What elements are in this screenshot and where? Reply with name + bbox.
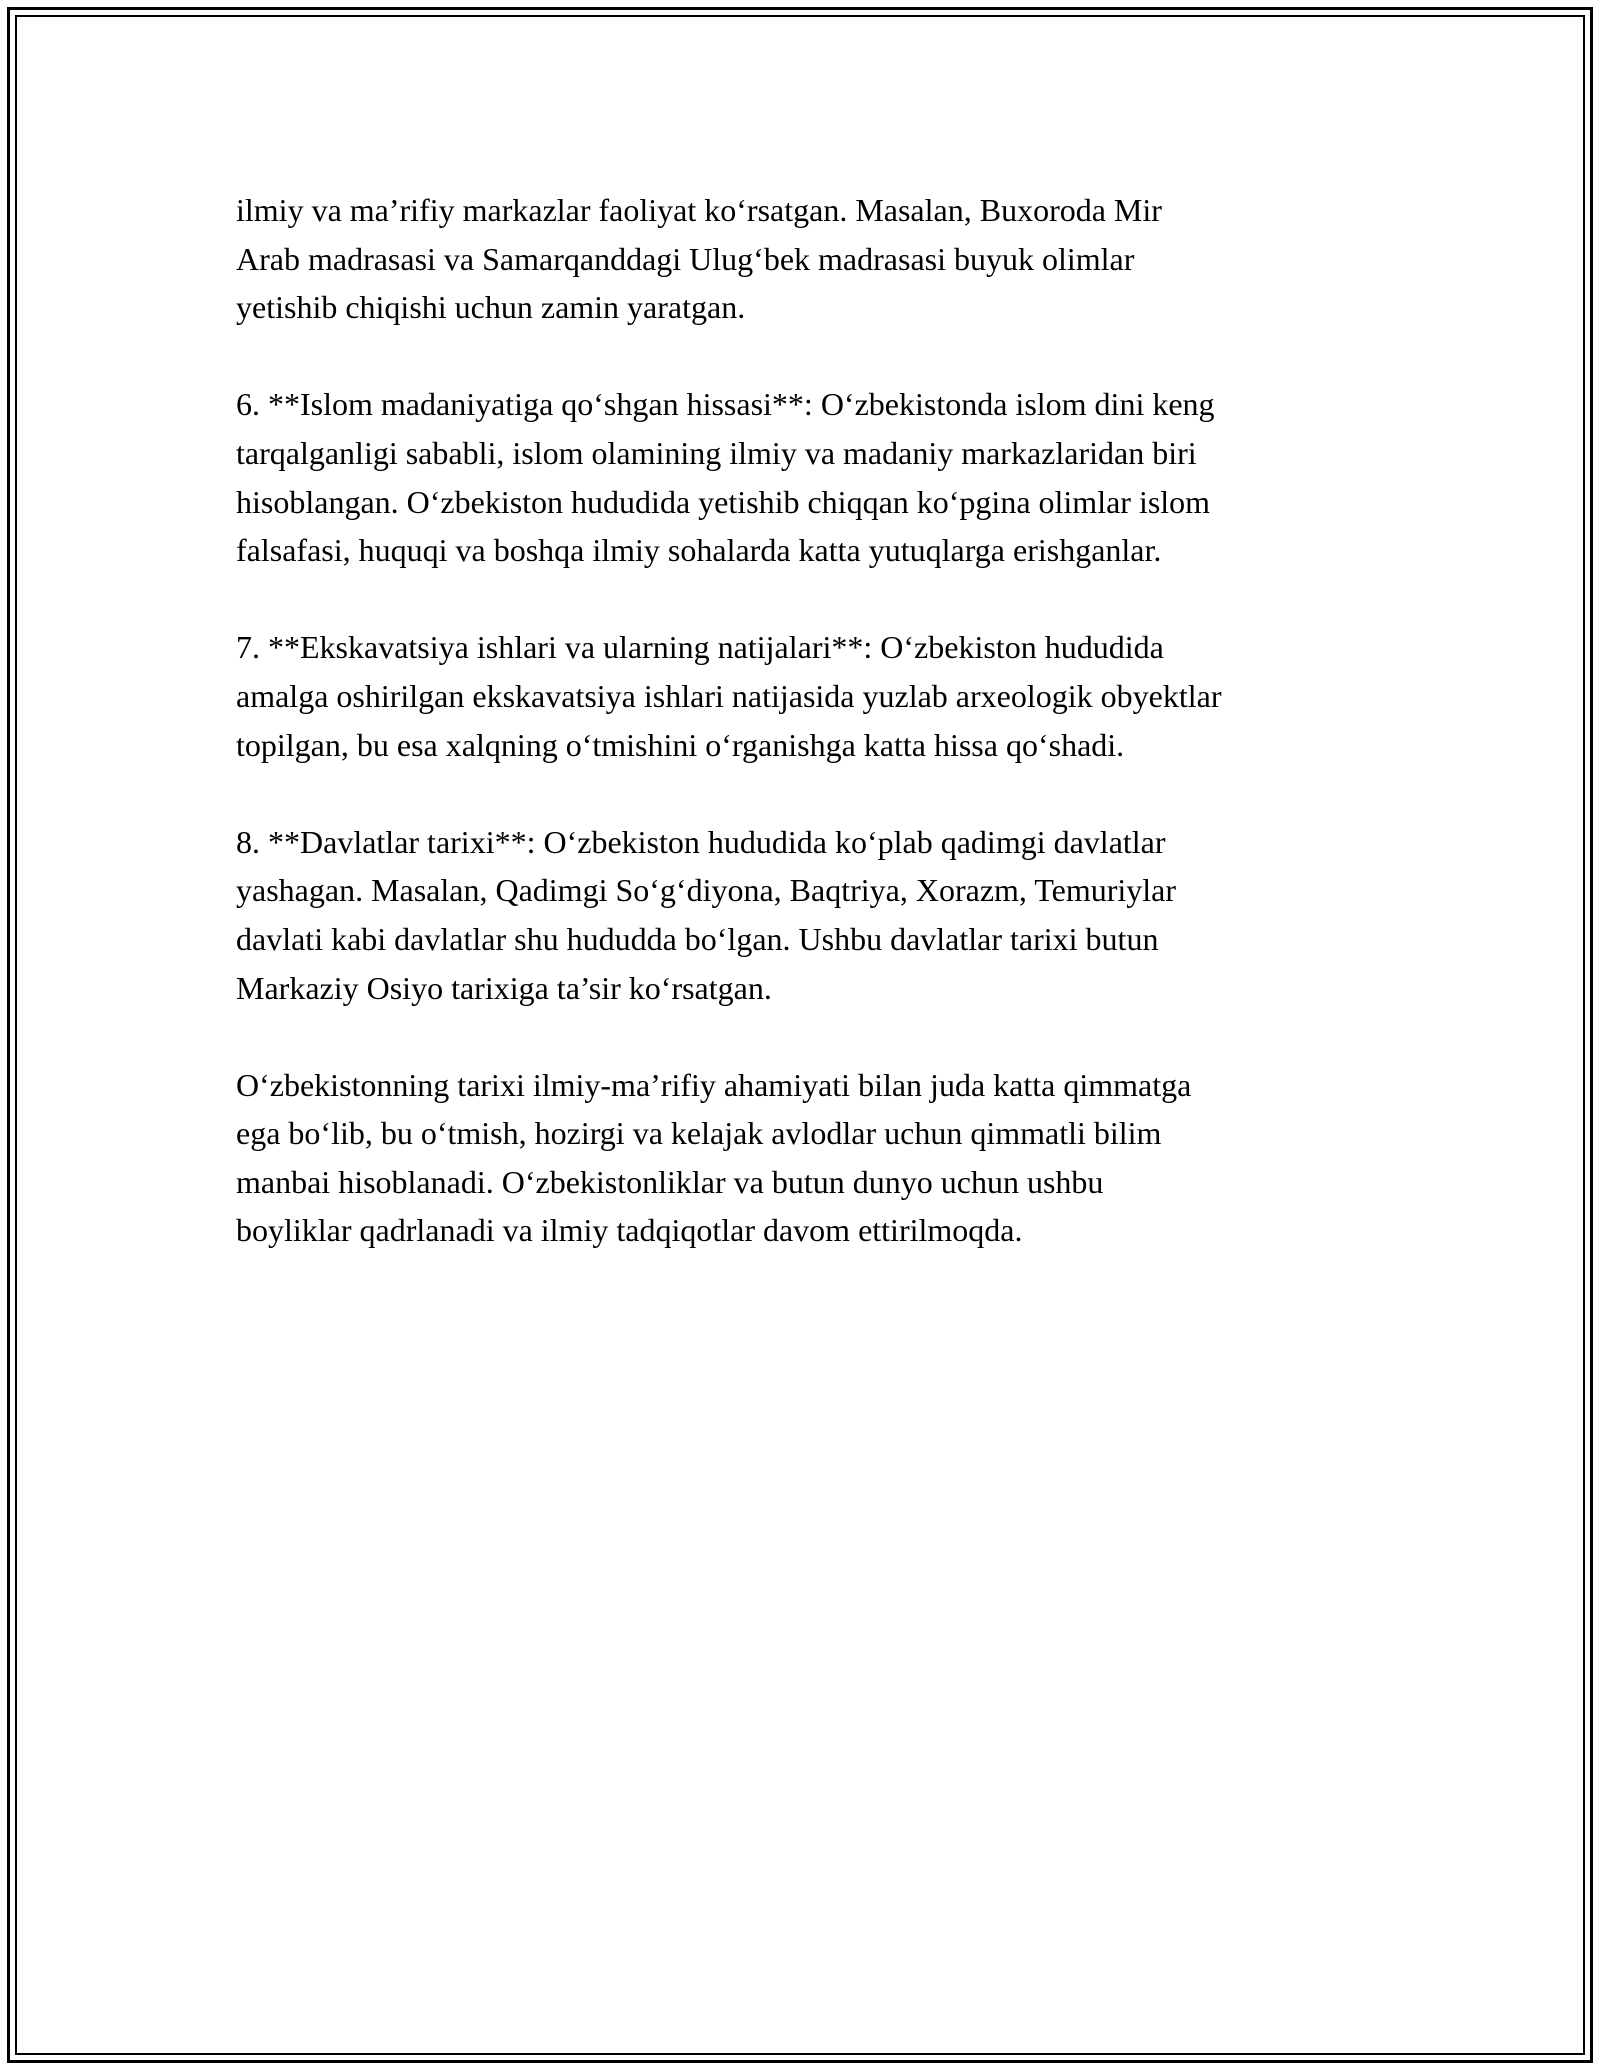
- text-line: falsafasi, huquqi va boshqa ilmiy sohalarda katta yutuqlarga erishganlar.: [236, 532, 1162, 569]
- text-line: manbai hisoblanadi. O‘zbekistonliklar va butun dunyo uchun ushbu: [236, 1163, 1104, 1200]
- text-line: 8. **Davlatlar tarixi**: O‘zbekiston hududida ko‘plab qadimgi davlatlar: [236, 823, 1166, 860]
- paragraph-conclusion: [236, 1061, 1396, 1255]
- text-line: O‘zbekistonning tarixi ilmiy-ma’rifiy ahamiyati bilan juda katta qimmatga: [236, 1066, 1192, 1103]
- text-line: davlati kabi davlatlar shu hududda bo‘lgan. Ushbu davlatlar tarixi butun: [236, 920, 1159, 957]
- text-line: amalga oshirilgan ekskavatsiya ishlari natijasida yuzlab arxeologik obyektlar: [236, 677, 1222, 714]
- document-body: [236, 186, 1396, 1304]
- text-line: 7. **Ekskavatsiya ishlari va ularning natijalari**: O‘zbekiston hududida: [236, 629, 1164, 666]
- text-line: Markaziy Osiyo tarixiga ta’sir ko‘rsatgan.: [236, 969, 772, 1006]
- text-line: ilmiy va ma’rifiy markazlar faoliyat ko‘rsatgan. Masalan, Buxoroda Mir: [236, 192, 1162, 228]
- text-line: boyliklar qadrlanadi va ilmiy tadqiqotlar davom ettirilmoqda.: [236, 1212, 1023, 1249]
- text-line: ega bo‘lib, bu o‘tmish, hozirgi va kelajak avlodlar uchun qimmatli bilim: [236, 1115, 1162, 1152]
- text-line: topilgan, bu esa xalqning o‘tmishini o‘rganishga katta hissa qo‘shadi.: [236, 726, 1125, 763]
- text-line: Arab madrasasi va Samarqanddagi Ulug‘bek madrasasi buyuk olimlar: [236, 240, 1135, 277]
- paragraph-item-8: [236, 818, 1396, 1012]
- text-line: 6. **Islom madaniyatiga qo‘shgan hissasi**: O‘zbekistonda islom dini keng: [236, 386, 1215, 423]
- text-line: yetishib chiqishi uchun zamin yaratgan.: [236, 289, 746, 326]
- paragraph-madrasas: [236, 186, 1396, 332]
- text-line: tarqalganligi sababli, islom olamining ilmiy va madaniy markazlaridan biri: [236, 434, 1197, 471]
- text-line: hisoblangan. O‘zbekiston hududida yetishib chiqqan ko‘pgina olimlar islom: [236, 483, 1211, 520]
- paragraph-item-6: [236, 380, 1396, 574]
- paragraph-item-7: [236, 623, 1396, 769]
- text-line: yashagan. Masalan, Qadimgi So‘g‘diyona, Baqtriya, Xorazm, Temuriylar: [236, 872, 1177, 909]
